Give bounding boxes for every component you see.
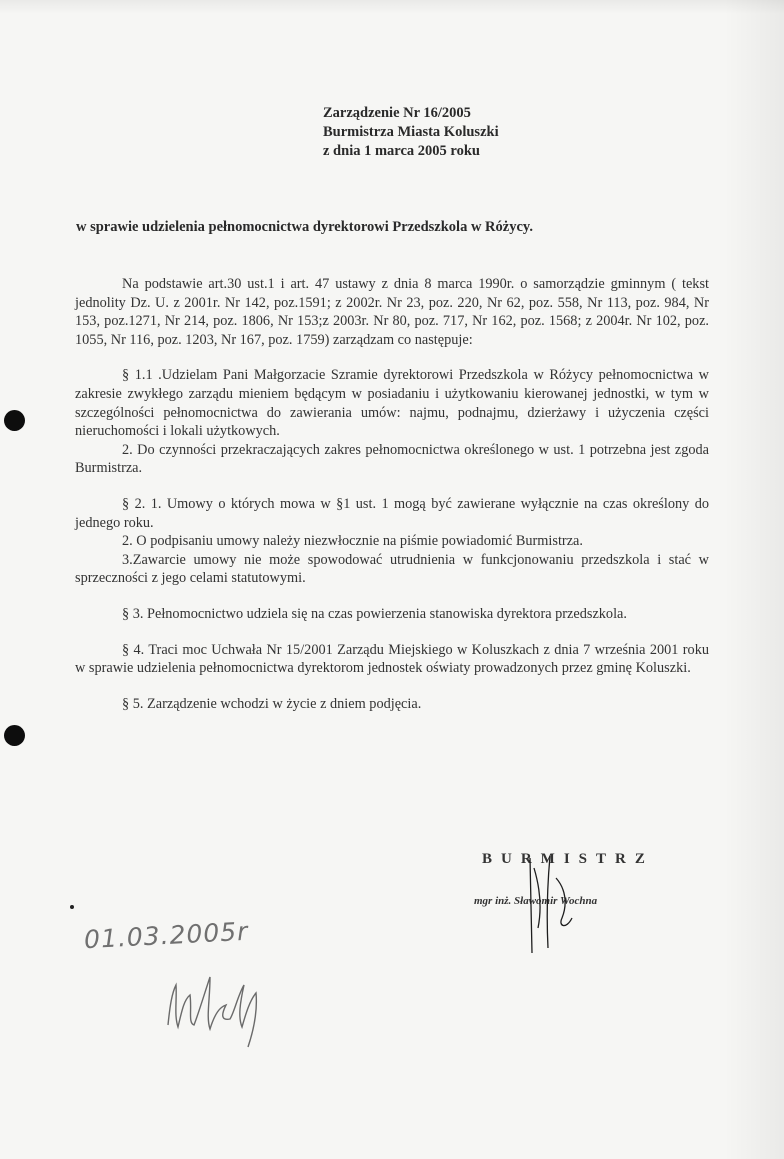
paragraph-s4: § 4. Traci moc Uchwała Nr 15/2001 Zarządu Miejskiego w Koluszkach z dnia 7 września 2001 roku w sprawie udzielenia pełnomocnictwa dyrektorom jednostek oświaty prowadzonych przez gminę Koluszki.	[75, 641, 709, 677]
punch-hole-top	[4, 410, 25, 431]
scan-shadow-top	[0, 0, 784, 14]
stamp-name: mgr inż. Sławomir Wochna	[474, 895, 598, 907]
scan-shadow-right	[724, 0, 784, 1159]
paragraph-s1-1: § 1.1 .Udzielam Pani Małgorzacie Szramie dyrektorowi Przedszkola w Różycy pełnomocnictwa w zakresie zwykłego zarządu mieniem będącym w posiadaniu i użytkowaniu kierowanej jednostki, w tym w szczególności pełnomocnictwa do zawierania umów: najmu, podnajmu, dzierżawy i użyczenia części nieruchomości i lokali użytkowych.	[75, 367, 709, 440]
paragraph-s2-1: § 2. 1. Umowy o których mowa w §1 ust. 1 mogą być zawierane wyłącznie na czas określony do jednego roku.	[75, 495, 709, 531]
handwritten-date: 01.03.2005r	[83, 916, 250, 955]
punch-hole-bottom	[4, 725, 25, 746]
ink-speck	[70, 905, 74, 909]
document-subject: w sprawie udzielenia pełnomocnictwa dyrektorowi Przedszkola w Różycy.	[76, 219, 533, 235]
paragraph-s1-2: 2. Do czynności przekraczających zakres pełnomocnictwa określonego w ust. 1 potrzebna jest zgoda Burmistrza.	[75, 441, 709, 477]
paragraph-s2-2: 2. O podpisaniu umowy należy niezwłocznie na piśmie powiadomić Burmistrza.	[122, 533, 583, 550]
paragraph-s2-3: 3.Zawarcie umowy nie może spowodować utrudnienia w funkcjonowaniu przedszkola i stać w sprzeczności z jego celami statutowymi.	[75, 551, 709, 587]
paragraph-s5: § 5. Zarządzenie wchodzi w życie z dniem podjęcia.	[122, 695, 422, 712]
document-header	[323, 104, 499, 161]
paragraph-s3: § 3. Pełnomocnictwo udziela się na czas powierzenia stanowiska dyrektora przedszkola.	[122, 605, 627, 622]
header-date: z dnia 1 marca 2005 roku	[323, 143, 480, 159]
document-body	[75, 275, 709, 730]
header-issuer: Burmistrza Miasta Koluszki	[323, 124, 499, 140]
mayor-signature	[510, 848, 580, 958]
paragraph-intro: Na podstawie art.30 ust.1 i art. 47 ustawy z dnia 8 marca 1990r. o samorządzie gminnym ( tekst jednolity Dz. U. z 2001r. Nr 142, poz.1591; z 2002r. Nr 23, poz. 220, Nr 62, poz. 558, Nr 113, poz. 984, Nr 153, poz.1271, Nr 214, poz. 1806, Nr 153;z 2003r. Nr 80, poz. 717, Nr 162, poz. 1568; z 2004r. Nr 102, poz. 1055, Nr 116, poz. 1203, Nr 167, poz. 1759) zarządzam co następuje:	[75, 276, 709, 348]
header-title: Zarządzenie Nr 16/2005	[323, 105, 471, 121]
handwritten-initials	[160, 955, 280, 1055]
stamp-title: BURMISTRZ	[482, 851, 654, 867]
